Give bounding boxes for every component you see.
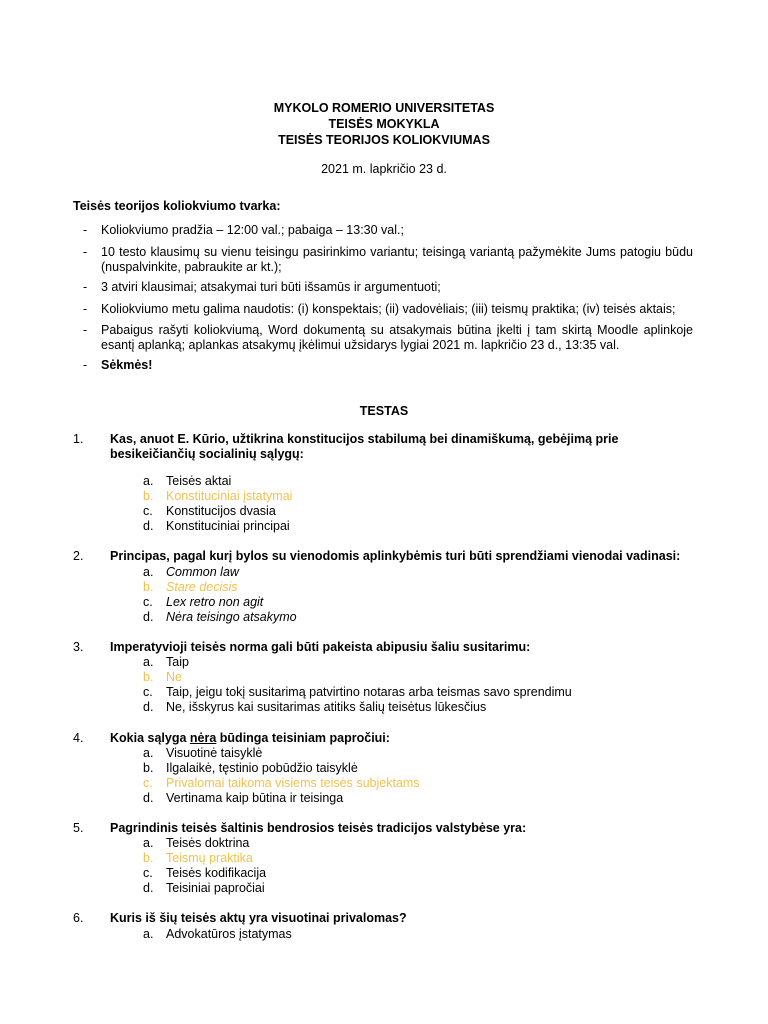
rule-dash: - [83,245,88,259]
exam-title: TEISĖS TEORIJOS KOLIOKVIUMAS [278,133,490,147]
option-letter: c. [143,866,153,880]
option-text: Konstituciniai principai [166,519,290,533]
option-letter-selected: b. [143,580,154,594]
option-letter-selected: c. [143,776,153,790]
option-letter-selected: b. [143,851,154,865]
option-text: Lex retro non agit [166,595,264,609]
rule-dash: - [83,302,88,316]
rule-dash: - [83,223,88,237]
option-letter: c. [143,504,153,518]
exam-date: 2021 m. lapkričio 23 d. [321,162,447,176]
option-text: Taip [166,655,189,669]
option-text: Ilgalaikė, tęstinio pobūdžio taisyklė [166,761,358,775]
question-number: 2. [73,549,84,563]
option-text-selected: Konstituciniai įstatymai [166,489,293,503]
option-letter: d. [143,610,154,624]
rule-dash: - [83,358,88,372]
option-letter: a. [143,927,154,941]
rule-item: Koliokviumo metu galima naudotis: (i) konspektais; (ii) vadovėliais; (iii) teismų praktika; (iv) teisės aktais; [101,302,676,316]
option-text: Teisės doktrina [166,836,250,850]
test-title: TESTAS [359,404,409,418]
option-letter: a. [143,655,154,669]
option-text: Teisės aktai [166,474,232,488]
school-name: TEISĖS MOKYKLA [328,117,440,131]
rule-item: Pabaigus rašyti koliokviumą, Word dokumentą su atsakymais būtina įkelti į tam skirtą Moodle aplinkoje esantį aplanką; aplankas atsakymų įkėlimui užsidarys lygiai 2021 m. lapkričio 23 d., 13:35 val. [101,323,693,352]
option-text: Advokatūros įstatymas [166,927,292,941]
question-text: Pagrindinis teisės šaltinis bendrosios teisės tradicijos valstybėse yra: [110,821,527,835]
question-text-part: būdinga teisiniam papročiui: [216,731,390,745]
question-number: 6. [73,911,84,925]
option-letter: d. [143,700,154,714]
question-number: 3. [73,640,84,654]
rule-item: Koliokviumo pradžia – 12:00 val.; pabaiga – 13:30 val.; [101,223,404,237]
option-letter: d. [143,791,154,805]
option-letter-selected: b. [143,670,154,684]
rule-item-good-luck: Sėkmės! [101,358,153,372]
option-letter: a. [143,474,154,488]
option-letter-selected: b. [143,489,154,503]
option-text-selected: Teismų praktika [166,851,253,865]
question-number: 1. [73,432,84,446]
question-text-emphasis: nėra [189,731,217,745]
option-letter: c. [143,595,153,609]
option-text: Taip, jeigu tokį susitarimą patvirtino notaras arba teismas savo sprendimu [166,685,572,699]
option-letter: d. [143,881,154,895]
rules-heading: Teisės teorijos koliokviumo tvarka: [73,199,281,213]
question-text: Kas, anuot E. Kūrio, užtikrina konstitucijos stabilumą bei dinamiškumą, gebėjimą prie besikeičiančių socialinių sąlygų: [110,432,619,461]
rule-item: 3 atviri klausimai; atsakymai turi būti išsamūs ir argumentuoti; [101,280,441,294]
question-text: Imperatyvioji teisės norma gali būti pakeista abipusiu šaliu susitarimu: [110,640,531,654]
rule-item: 10 testo klausimų su vienu teisingu pasirinkimo variantu; teisingą variantą pažymėkite Jums patogiu būdu (nuspalvinkite, pabraukite ar kt.); [101,245,693,274]
question-text: Principas, pagal kurį bylos su vienodomis aplinkybėmis turi būti sprendžiami vienodai vadinasi: [110,549,681,563]
option-letter: d. [143,519,154,533]
option-text-selected: Privalomai taikoma visiems teisės subjektams [166,776,420,790]
rule-dash: - [83,323,88,337]
option-letter: c. [143,685,153,699]
option-text: Konstitucijos dvasia [166,504,276,518]
option-text: Ne, išskyrus kai susitarimas atitiks šalių teisėtus lūkesčius [166,700,487,714]
question-number: 5. [73,821,84,835]
question-text-part: Kokia sąlyga [110,731,190,745]
option-letter: b. [143,761,154,775]
question-number: 4. [73,731,84,745]
option-text: Common law [166,565,239,579]
option-text: Vertinama kaip būtina ir teisinga [166,791,344,805]
option-text-selected: Stare decisis [166,580,238,594]
rule-dash: - [83,280,88,294]
question-text [110,731,700,746]
option-text: Teisės kodifikacija [166,866,267,880]
option-text-selected: Ne [166,670,182,684]
option-text: Nėra teisingo atsakymo [166,610,297,624]
question-text: Kuris iš šių teisės aktų yra visuotinai privalomas? [110,911,407,925]
option-letter: a. [143,746,154,760]
option-text: Teisiniai papročiai [166,881,265,895]
option-text: Visuotinė taisyklė [166,746,263,760]
option-letter: a. [143,836,154,850]
option-letter: a. [143,565,154,579]
university-name: MYKOLO ROMERIO UNIVERSITETAS [273,101,495,115]
